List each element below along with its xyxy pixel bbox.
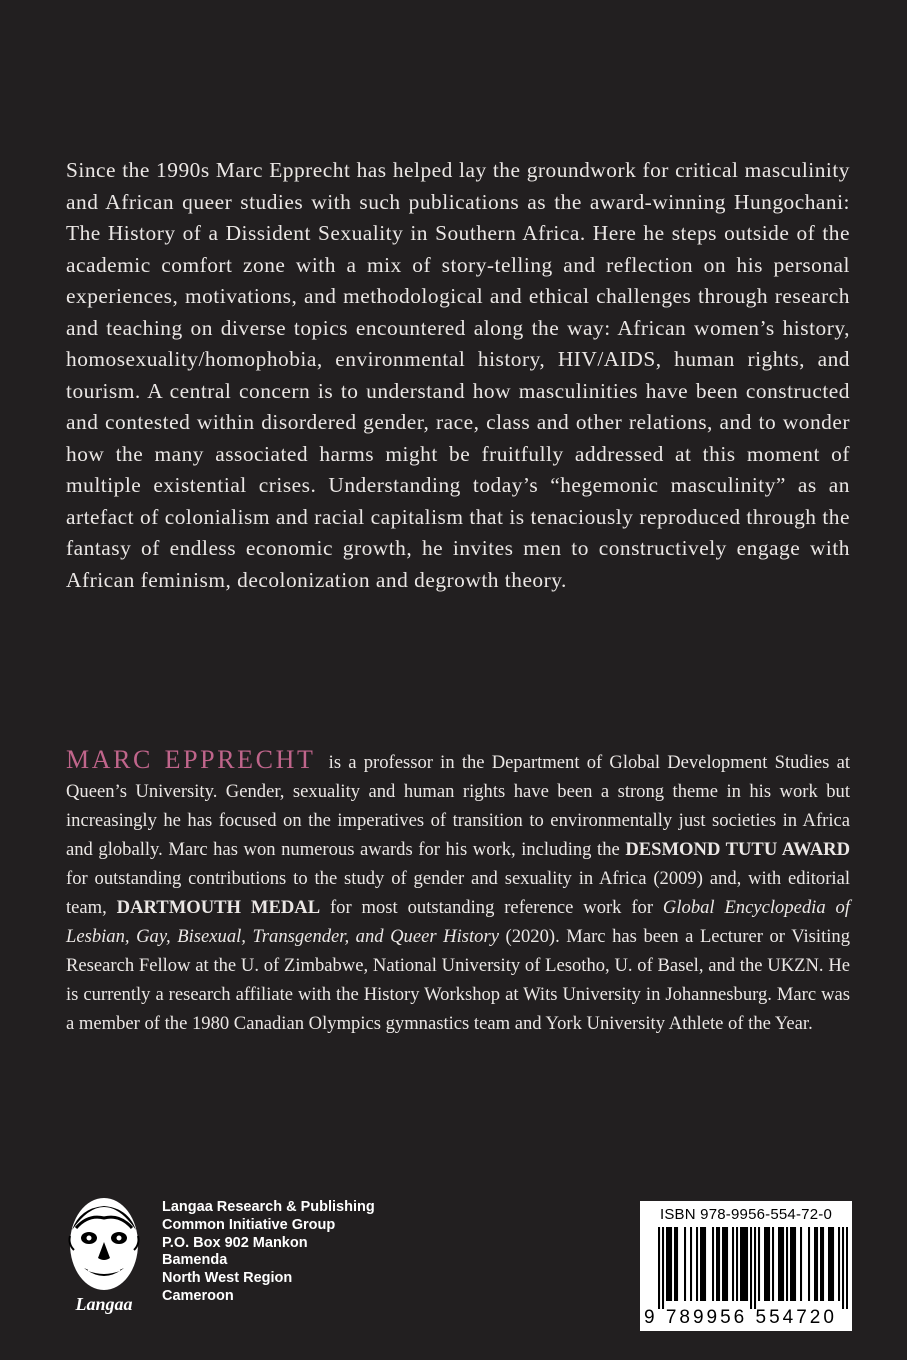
barcode-bar bbox=[740, 1227, 742, 1301]
barcode-bar bbox=[772, 1227, 774, 1301]
author-name: MARC EPPRECHT bbox=[66, 745, 316, 774]
publisher-line: Common Initiative Group bbox=[162, 1216, 336, 1233]
barcode-bar bbox=[732, 1227, 734, 1301]
barcode-bar bbox=[800, 1227, 802, 1301]
barcode-bar bbox=[690, 1227, 692, 1301]
barcode-bar bbox=[758, 1227, 760, 1301]
publisher-line: Cameroon bbox=[162, 1287, 234, 1304]
barcode-bar bbox=[750, 1227, 752, 1309]
barcode-bar bbox=[670, 1227, 672, 1301]
barcode-bar bbox=[696, 1227, 698, 1301]
publisher-line: North West Region bbox=[162, 1270, 293, 1287]
barcode-bar bbox=[726, 1227, 728, 1301]
barcode-digits: 9 789956 554720 bbox=[644, 1307, 837, 1328]
barcode-bar bbox=[822, 1227, 824, 1301]
barcode-bar bbox=[666, 1227, 668, 1301]
barcode-bar bbox=[768, 1227, 770, 1301]
barcode-bar bbox=[744, 1227, 746, 1301]
isbn-barcode bbox=[640, 1201, 852, 1331]
barcode-bar bbox=[832, 1227, 834, 1301]
publisher-address bbox=[162, 1199, 375, 1306]
barcode-bar bbox=[746, 1227, 748, 1301]
barcode-bar bbox=[662, 1227, 664, 1309]
barcode-bar bbox=[786, 1227, 788, 1301]
barcode-bar bbox=[838, 1227, 840, 1301]
barcode-bar bbox=[724, 1227, 726, 1301]
barcode-bar bbox=[668, 1227, 670, 1301]
book-title: Global Encyclopedia of Lesbian, Gay, Bisexual, Transgender, and Queer History bbox=[66, 897, 850, 947]
publisher-line: Bamenda bbox=[162, 1252, 228, 1269]
barcode-bar bbox=[778, 1227, 780, 1301]
logo-text: Langaa bbox=[75, 1294, 133, 1314]
barcode-bar bbox=[676, 1227, 678, 1301]
award-desmond-tutu: DESMOND TUTU AWARD bbox=[625, 839, 850, 860]
award-dartmouth-medal: DARTMOUTH MEDAL bbox=[116, 897, 321, 918]
barcode-bar bbox=[658, 1227, 660, 1309]
publisher-line: P.O. Box 902 Mankon bbox=[162, 1234, 308, 1251]
barcode-bar bbox=[674, 1227, 676, 1301]
barcode-bar bbox=[716, 1227, 718, 1301]
barcode-bar bbox=[820, 1227, 822, 1301]
barcode-bar bbox=[828, 1227, 830, 1301]
author-bio bbox=[66, 745, 850, 1038]
bio-text-2: for outstanding contributions to the study of gender and sexuality in Africa (2009) and, with editorial team, bbox=[66, 868, 850, 918]
barcode-bar bbox=[702, 1227, 704, 1301]
bio-text-1: is a professor in the Department of Global Development Studies at Queen’s University. Gender, sexuality and human rights have been a strong theme in his work but increasingly he has focused on the imperatives of transition to environmentally just societies in Africa and globally. Marc has won numerous awards for his work, including the bbox=[66, 752, 850, 860]
book-blurb: Since the 1990s Marc Epprecht has helped lay the groundwork for critical masculinity and African queer studies with such publications as the award-winning Hungochani: The History of a Dissident Sexuality in Southern Africa. Here he steps outside of the academic comfort zone with a mix of story-telling and reflection on his personal experiences, motivations, and methodological and ethical challenges through research and teaching on diverse topics encountered along the way: African women’s history, homosexuality/homophobia, environmental history, HIV/AIDS, human rights, and tourism. A central concern is to understand how masculinities have been constructed and contested within disordered gender, race, class and other relations, and to wonder how the many associated harms might be fruitfully addressed at this moment of multiple existential crises. Understanding today’s “hegemonic masculinity” as an artefact of colonialism and racial capitalism that is tenaciously reproduced through the fantasy of endless economic growth, he invites men to constructively engage with African feminism, decolonization and degrowth theory. bbox=[66, 158, 850, 592]
barcode-bar bbox=[830, 1227, 832, 1301]
bio-text-3: for most outstanding reference work for bbox=[320, 897, 663, 918]
barcode-bar bbox=[736, 1227, 738, 1301]
barcode-bar bbox=[794, 1227, 796, 1301]
barcode-bar bbox=[790, 1227, 792, 1301]
barcode-bar bbox=[704, 1227, 706, 1301]
barcode-bar bbox=[816, 1227, 818, 1301]
langaa-mask-icon bbox=[58, 1190, 150, 1318]
barcode-bar bbox=[712, 1227, 714, 1301]
barcode-bar bbox=[742, 1227, 744, 1301]
barcode-bar bbox=[808, 1227, 810, 1301]
barcode-bar bbox=[814, 1227, 816, 1301]
publisher-logo bbox=[58, 1190, 150, 1318]
barcode-bar bbox=[722, 1227, 724, 1301]
publisher-line: Langaa Research & Publishing bbox=[162, 1199, 375, 1215]
barcode-bar bbox=[764, 1227, 766, 1301]
barcode-bar bbox=[782, 1227, 784, 1301]
bio-text-4: (2020). Marc has been a Lecturer or Visiting Research Fellow at the U. of Zimbabwe, National University of Lesotho, U. of Basel, and the UKZN. He is currently a research affiliate with the History Workshop at Wits University in Johannesburg. Marc was a member of the 1980 Canadian Olympics gymnastics team and York University Athlete of the Year. bbox=[66, 926, 850, 1034]
barcode-bars bbox=[658, 1227, 848, 1309]
barcode-bar bbox=[846, 1227, 848, 1309]
barcode-bar bbox=[766, 1227, 768, 1301]
barcode-bar bbox=[684, 1227, 686, 1301]
barcode-bar bbox=[718, 1227, 720, 1301]
barcode-bar bbox=[754, 1227, 756, 1309]
barcode-bar bbox=[700, 1227, 702, 1301]
isbn-label: ISBN 978-9956-554-72-0 bbox=[659, 1206, 832, 1223]
barcode-bar bbox=[842, 1227, 844, 1309]
barcode-bar bbox=[780, 1227, 782, 1301]
barcode-bar bbox=[792, 1227, 794, 1301]
